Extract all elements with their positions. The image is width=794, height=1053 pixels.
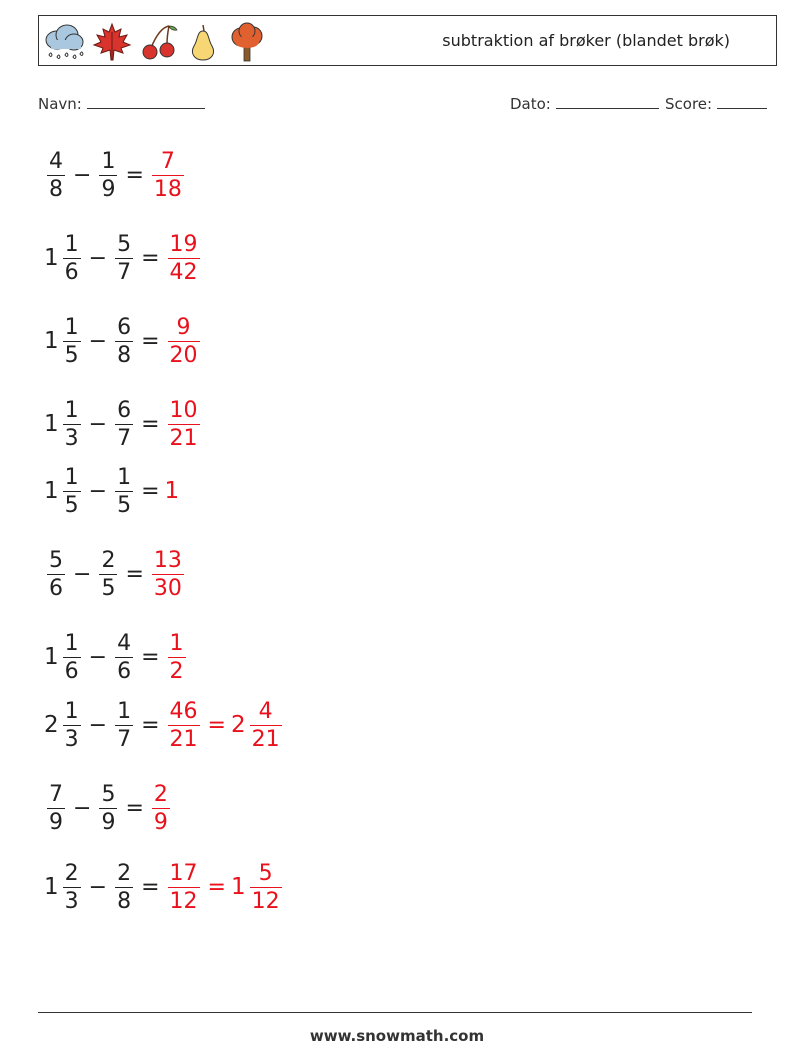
answer-numerator: 9 <box>176 314 191 340</box>
subtrahend-fraction <box>115 464 133 519</box>
problem-row <box>44 544 187 604</box>
minus-sign: − <box>88 478 108 504</box>
minuend-fraction <box>47 148 65 203</box>
problem-row <box>44 145 187 205</box>
subtrahend-denominator: 7 <box>117 259 132 285</box>
subtrahend-fraction <box>115 630 133 685</box>
subtrahend-fraction <box>115 314 133 369</box>
subtrahend-fraction <box>115 698 133 753</box>
minuend-fraction <box>63 860 81 915</box>
minus-sign: − <box>73 561 92 587</box>
minuend-whole: 1 <box>44 478 59 504</box>
subtrahend-fraction <box>115 231 133 286</box>
minuend-numerator: 4 <box>49 148 63 174</box>
answer-denominator: 2 <box>169 658 184 684</box>
equals-sign: = <box>141 245 160 271</box>
answer-denominator: 12 <box>169 888 198 914</box>
minuend-numerator: 1 <box>64 464 79 490</box>
minuend-whole: 1 <box>44 328 59 354</box>
mixed-answer-denominator: 12 <box>251 888 280 914</box>
subtrahend-fraction <box>99 148 117 203</box>
minuend-fraction <box>63 314 81 369</box>
minuend-whole: 1 <box>44 874 59 900</box>
minus-sign: − <box>88 328 108 354</box>
minuend-denominator: 3 <box>64 888 79 914</box>
date-line[interactable] <box>556 94 659 109</box>
mixed-answer-denominator: 21 <box>251 726 280 752</box>
mixed-answer-whole: 2 <box>230 712 246 738</box>
subtrahend-denominator: 9 <box>101 809 116 835</box>
answer-fraction <box>168 231 200 286</box>
tree-icon <box>227 22 267 62</box>
subtrahend-numerator: 5 <box>117 231 132 257</box>
minuend-numerator: 1 <box>64 314 79 340</box>
equals-sign: = <box>141 478 160 504</box>
answer-fraction <box>168 314 200 369</box>
subtrahend-numerator: 2 <box>101 547 116 573</box>
minuend-fraction <box>63 698 81 753</box>
minus-sign: − <box>73 795 92 821</box>
score-line[interactable] <box>717 94 767 109</box>
subtrahend-denominator: 9 <box>101 176 116 202</box>
subtrahend-fraction <box>99 781 117 836</box>
minuend-fraction <box>63 630 81 685</box>
equals-sign: = <box>141 712 160 738</box>
answer-fraction <box>168 630 186 685</box>
mixed-answer-whole: 1 <box>230 874 246 900</box>
minuend-fraction <box>47 547 65 602</box>
minuend-fraction <box>63 231 81 286</box>
problem-row <box>44 627 189 687</box>
score-label: Score: <box>665 95 713 113</box>
answer-fraction <box>168 860 200 915</box>
problem-row <box>44 311 203 371</box>
answer-numerator: 7 <box>160 148 175 174</box>
equals-sign: = <box>207 712 226 738</box>
answer-denominator: 18 <box>153 176 182 202</box>
answer-fraction <box>168 397 200 452</box>
minuend-numerator: 5 <box>49 547 63 573</box>
subtrahend-numerator: 4 <box>117 630 132 656</box>
minuend-numerator: 2 <box>64 860 79 886</box>
minuend-denominator: 5 <box>64 492 79 518</box>
mixed-answer-fraction <box>250 698 282 753</box>
minuend-whole: 1 <box>44 411 59 437</box>
subtrahend-fraction <box>115 397 133 452</box>
minus-sign: − <box>88 874 108 900</box>
subtrahend-numerator: 5 <box>101 781 116 807</box>
equals-sign: = <box>141 328 160 354</box>
problem-row <box>44 778 173 838</box>
mixed-answer-numerator: 5 <box>258 860 273 886</box>
subtrahend-denominator: 7 <box>117 425 132 451</box>
answer-numerator: 19 <box>169 231 198 257</box>
answer-denominator: 21 <box>169 726 198 752</box>
minuend-denominator: 6 <box>49 575 63 601</box>
equals-sign: = <box>141 874 160 900</box>
subtrahend-numerator: 6 <box>117 397 132 423</box>
subtrahend-denominator: 8 <box>117 888 132 914</box>
minuend-numerator: 1 <box>64 397 79 423</box>
worksheet-title: subtraktion af brøker (blandet brøk) <box>442 31 730 50</box>
minuend-denominator: 8 <box>49 176 63 202</box>
minus-sign: − <box>88 712 108 738</box>
header-icons <box>43 21 267 63</box>
answer-fraction <box>152 148 184 203</box>
problem-row <box>44 857 285 917</box>
subtrahend-denominator: 7 <box>117 726 132 752</box>
subtrahend-numerator: 6 <box>117 314 132 340</box>
minus-sign: − <box>88 644 108 670</box>
date-field <box>510 94 659 113</box>
mixed-answer-numerator: 4 <box>258 698 273 724</box>
date-label: Dato: <box>510 95 551 113</box>
equals-sign: = <box>125 795 144 821</box>
minuend-denominator: 9 <box>49 809 63 835</box>
cherries-icon <box>139 22 179 62</box>
minuend-numerator: 1 <box>64 630 79 656</box>
minuend-denominator: 6 <box>64 658 79 684</box>
subtrahend-numerator: 1 <box>117 464 132 490</box>
minuend-numerator: 1 <box>64 231 79 257</box>
problem-row <box>44 695 285 755</box>
problem-row <box>44 394 203 454</box>
worksheet-header <box>38 15 777 66</box>
minuend-denominator: 6 <box>64 259 79 285</box>
name-field <box>38 94 205 113</box>
subtrahend-denominator: 8 <box>117 342 132 368</box>
minuend-whole: 1 <box>44 245 59 271</box>
answer-denominator: 21 <box>169 425 198 451</box>
answer-denominator: 20 <box>169 342 198 368</box>
equals-sign: = <box>207 874 226 900</box>
subtrahend-denominator: 5 <box>117 492 132 518</box>
subtrahend-denominator: 6 <box>117 658 132 684</box>
subtrahend-numerator: 1 <box>117 698 132 724</box>
answer-denominator: 9 <box>153 809 168 835</box>
problem-row <box>44 461 180 521</box>
minuend-fraction <box>47 781 65 836</box>
answer-numerator: 2 <box>153 781 168 807</box>
minus-sign: − <box>88 411 108 437</box>
answer-numerator: 1 <box>169 630 184 656</box>
answer-fraction <box>152 781 170 836</box>
name-label: Navn: <box>38 95 82 113</box>
minus-sign: − <box>73 162 92 188</box>
answer-fraction <box>152 547 184 602</box>
answer-numerator: 17 <box>169 860 198 886</box>
minuend-fraction <box>63 397 81 452</box>
subtrahend-denominator: 5 <box>101 575 116 601</box>
score-field <box>665 94 767 113</box>
footer-url: www.snowmath.com <box>309 1027 485 1045</box>
pear-icon <box>185 22 221 62</box>
minuend-whole: 2 <box>44 712 59 738</box>
answer-numerator: 13 <box>153 547 182 573</box>
answer-fraction <box>168 698 200 753</box>
answer-denominator: 30 <box>153 575 182 601</box>
subtrahend-numerator: 1 <box>101 148 116 174</box>
minus-sign: − <box>88 245 108 271</box>
mixed-answer-fraction <box>250 860 282 915</box>
equals-sign: = <box>125 162 144 188</box>
footer-divider <box>38 1012 752 1013</box>
equals-sign: = <box>141 644 160 670</box>
name-line[interactable] <box>87 94 205 109</box>
subtrahend-fraction <box>115 860 133 915</box>
equals-sign: = <box>125 561 144 587</box>
answer-numerator: 10 <box>169 397 198 423</box>
answer-whole: 1 <box>164 478 180 504</box>
subtrahend-numerator: 2 <box>117 860 132 886</box>
minuend-denominator: 3 <box>64 726 79 752</box>
minuend-fraction <box>63 464 81 519</box>
minuend-denominator: 3 <box>64 425 79 451</box>
equals-sign: = <box>141 411 160 437</box>
answer-denominator: 42 <box>169 259 198 285</box>
minuend-numerator: 1 <box>64 698 79 724</box>
minuend-whole: 1 <box>44 644 59 670</box>
minuend-denominator: 5 <box>64 342 79 368</box>
rain-cloud-icon <box>43 22 85 62</box>
subtrahend-fraction <box>99 547 117 602</box>
problem-row <box>44 228 203 288</box>
maple-leaf-icon <box>91 22 133 62</box>
minuend-numerator: 7 <box>49 781 63 807</box>
answer-numerator: 46 <box>169 698 198 724</box>
